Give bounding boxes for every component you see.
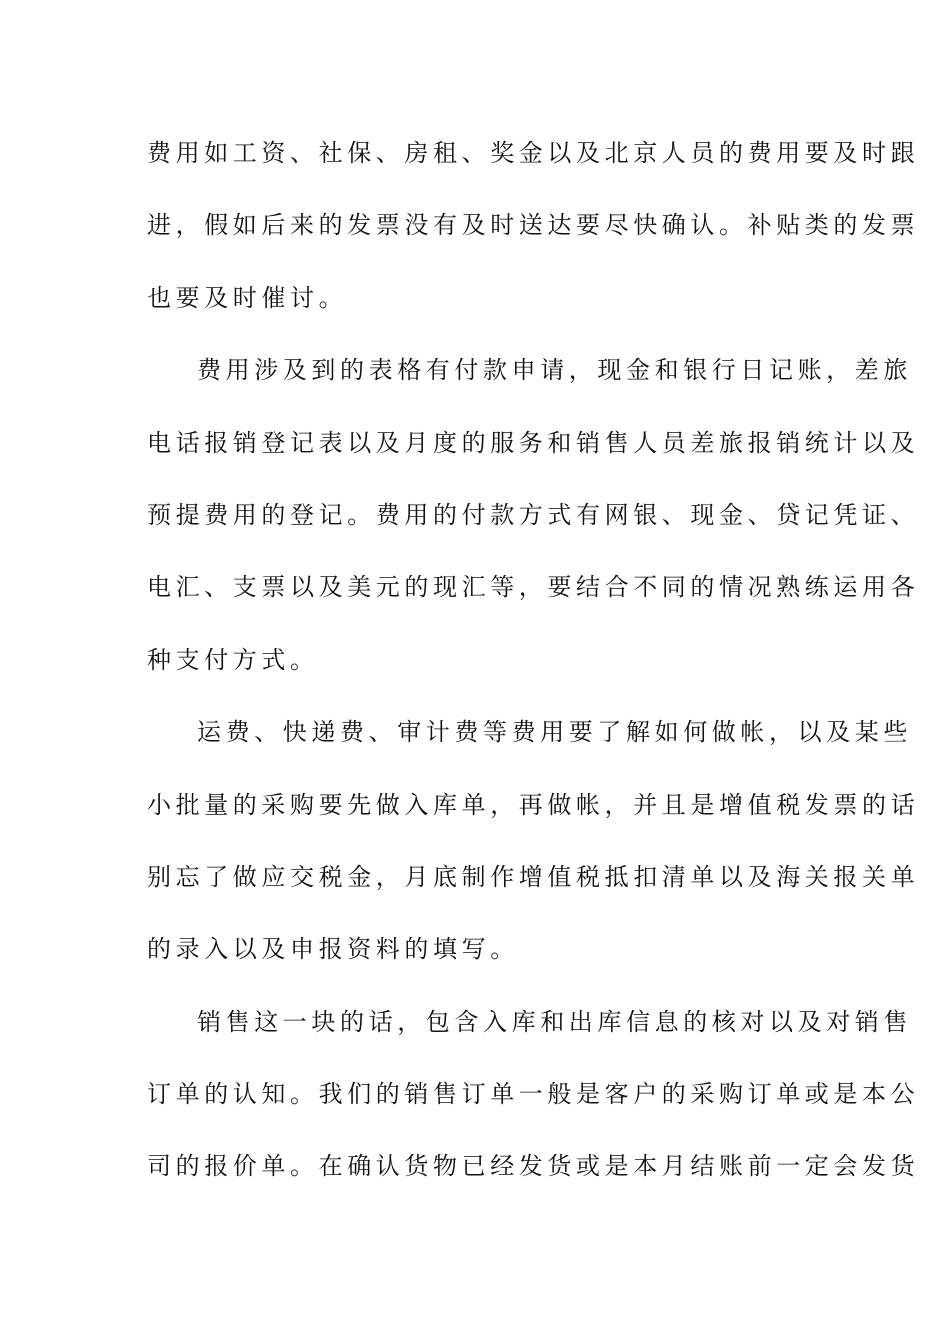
paragraph-3-line-1: 运费、快递费、审计费等费用要了解如何做帐，以及某些 (197, 718, 912, 747)
document-body (147, 128, 920, 1214)
paragraph-4-line-2: 订单的认知。我们的销售订单一般是客户的采购订单或是本公 (147, 1080, 920, 1109)
paragraph-3-line-3: 别忘了做应交税金，月底制作增值税抵扣清单以及海关报关单 (147, 862, 920, 891)
paragraph-1-line-1: 费用如工资、社保、房租、奖金以及北京人员的费用要及时跟 (147, 139, 920, 167)
paragraph-2-line-3: 预提费用的登记。费用的付款方式有网银、现金、贷记凭证、 (147, 500, 920, 529)
paragraph-4-line-1: 销售这一块的话，包含入库和出库信息的核对以及对销售 (197, 1007, 912, 1036)
paragraph-1-line-2: 进，假如后来的发票没有及时送达要尽快确认。补贴类的发票 (147, 211, 920, 240)
paragraph-3-line-2: 小批量的采购要先做入库单，再做帐，并且是增值税发票的话 (147, 790, 920, 819)
paragraph-2-line-2: 电话报销登记表以及月度的服务和销售人员差旅报销统计以及 (147, 428, 920, 457)
paragraph-1-line-3: 也要及时催讨。 (147, 283, 348, 312)
paragraph-4-line-3: 司的报价单。在确认货物已经发货或是本月结账前一定会发货 (147, 1152, 920, 1181)
paragraph-3-line-4: 的录入以及申报资料的填写。 (147, 935, 519, 964)
paragraph-2-line-1: 费用涉及到的表格有付款申请，现金和银行日记账，差旅 (197, 356, 912, 385)
paragraph-2-line-4: 电汇、支票以及美元的现汇等，要结合不同的情况熟练运用各 (147, 573, 920, 602)
paragraph-2-line-5: 种支付方式。 (147, 645, 319, 674)
